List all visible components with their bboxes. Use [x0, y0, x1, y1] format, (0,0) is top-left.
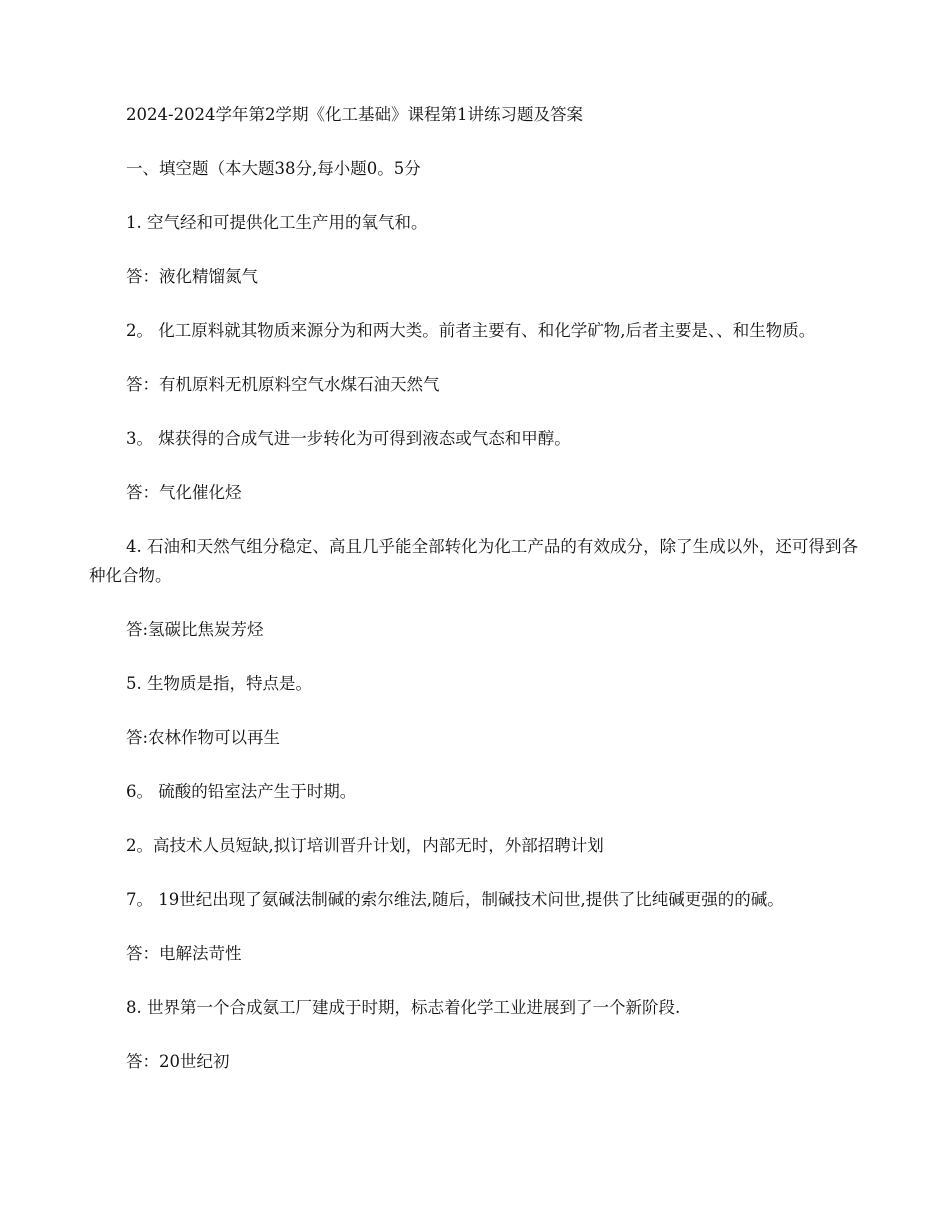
question-1: 1. 空气经和可提供化工生产用的氧气和。 [126, 213, 428, 232]
question-6: 6。 硫酸的铅室法产生于时期。 [126, 782, 357, 801]
document-title: 2024-2024学年第2学期《化工基础》课程第1讲练习题及答案 [126, 105, 584, 124]
question-7: 7。 19世纪出现了氨碱法制碱的索尔维法,随后，制碱技术问世,提供了比纯碱更强的的碱。 [126, 890, 784, 909]
answer-7: 答：电解法苛性 [126, 944, 242, 963]
section-heading: 一、填空题（本大题38分,每小题0。5分 [126, 159, 421, 178]
answer-5: 答:农林作物可以再生 [126, 728, 281, 747]
answer-8: 答：20世纪初 [126, 1052, 230, 1071]
question-2: 2。 化工原料就其物质来源分为和两大类。前者主要有、和化学矿物,后者主要是、、和生物质。 [126, 321, 816, 340]
question-5: 5. 生物质是指，特点是。 [126, 674, 312, 693]
answer-4: 答:氢碳比焦炭芳烃 [126, 620, 264, 639]
answer-3: 答：气化催化烃 [126, 483, 242, 502]
answer-1: 答：液化精馏氮气 [126, 267, 258, 286]
stray-note: 2。高技术人员短缺,拟订培训晋升计划，内部无时，外部招聘计划 [126, 836, 604, 855]
answer-2: 答：有机原料无机原料空气水煤石油天然气 [126, 375, 440, 394]
question-3: 3。 煤获得的合成气进一步转化为可得到液态或气态和甲醇。 [126, 429, 571, 448]
question-8: 8. 世界第一个合成氨工厂建成于时期，标志着化学工业进展到了一个新阶段. [126, 998, 681, 1017]
question-4: 4. 石油和天然气组分稳定、高且几乎能全部转化为化工产品的有效成分，除了生成以外，还可得到各种化合物。 [89, 537, 858, 585]
